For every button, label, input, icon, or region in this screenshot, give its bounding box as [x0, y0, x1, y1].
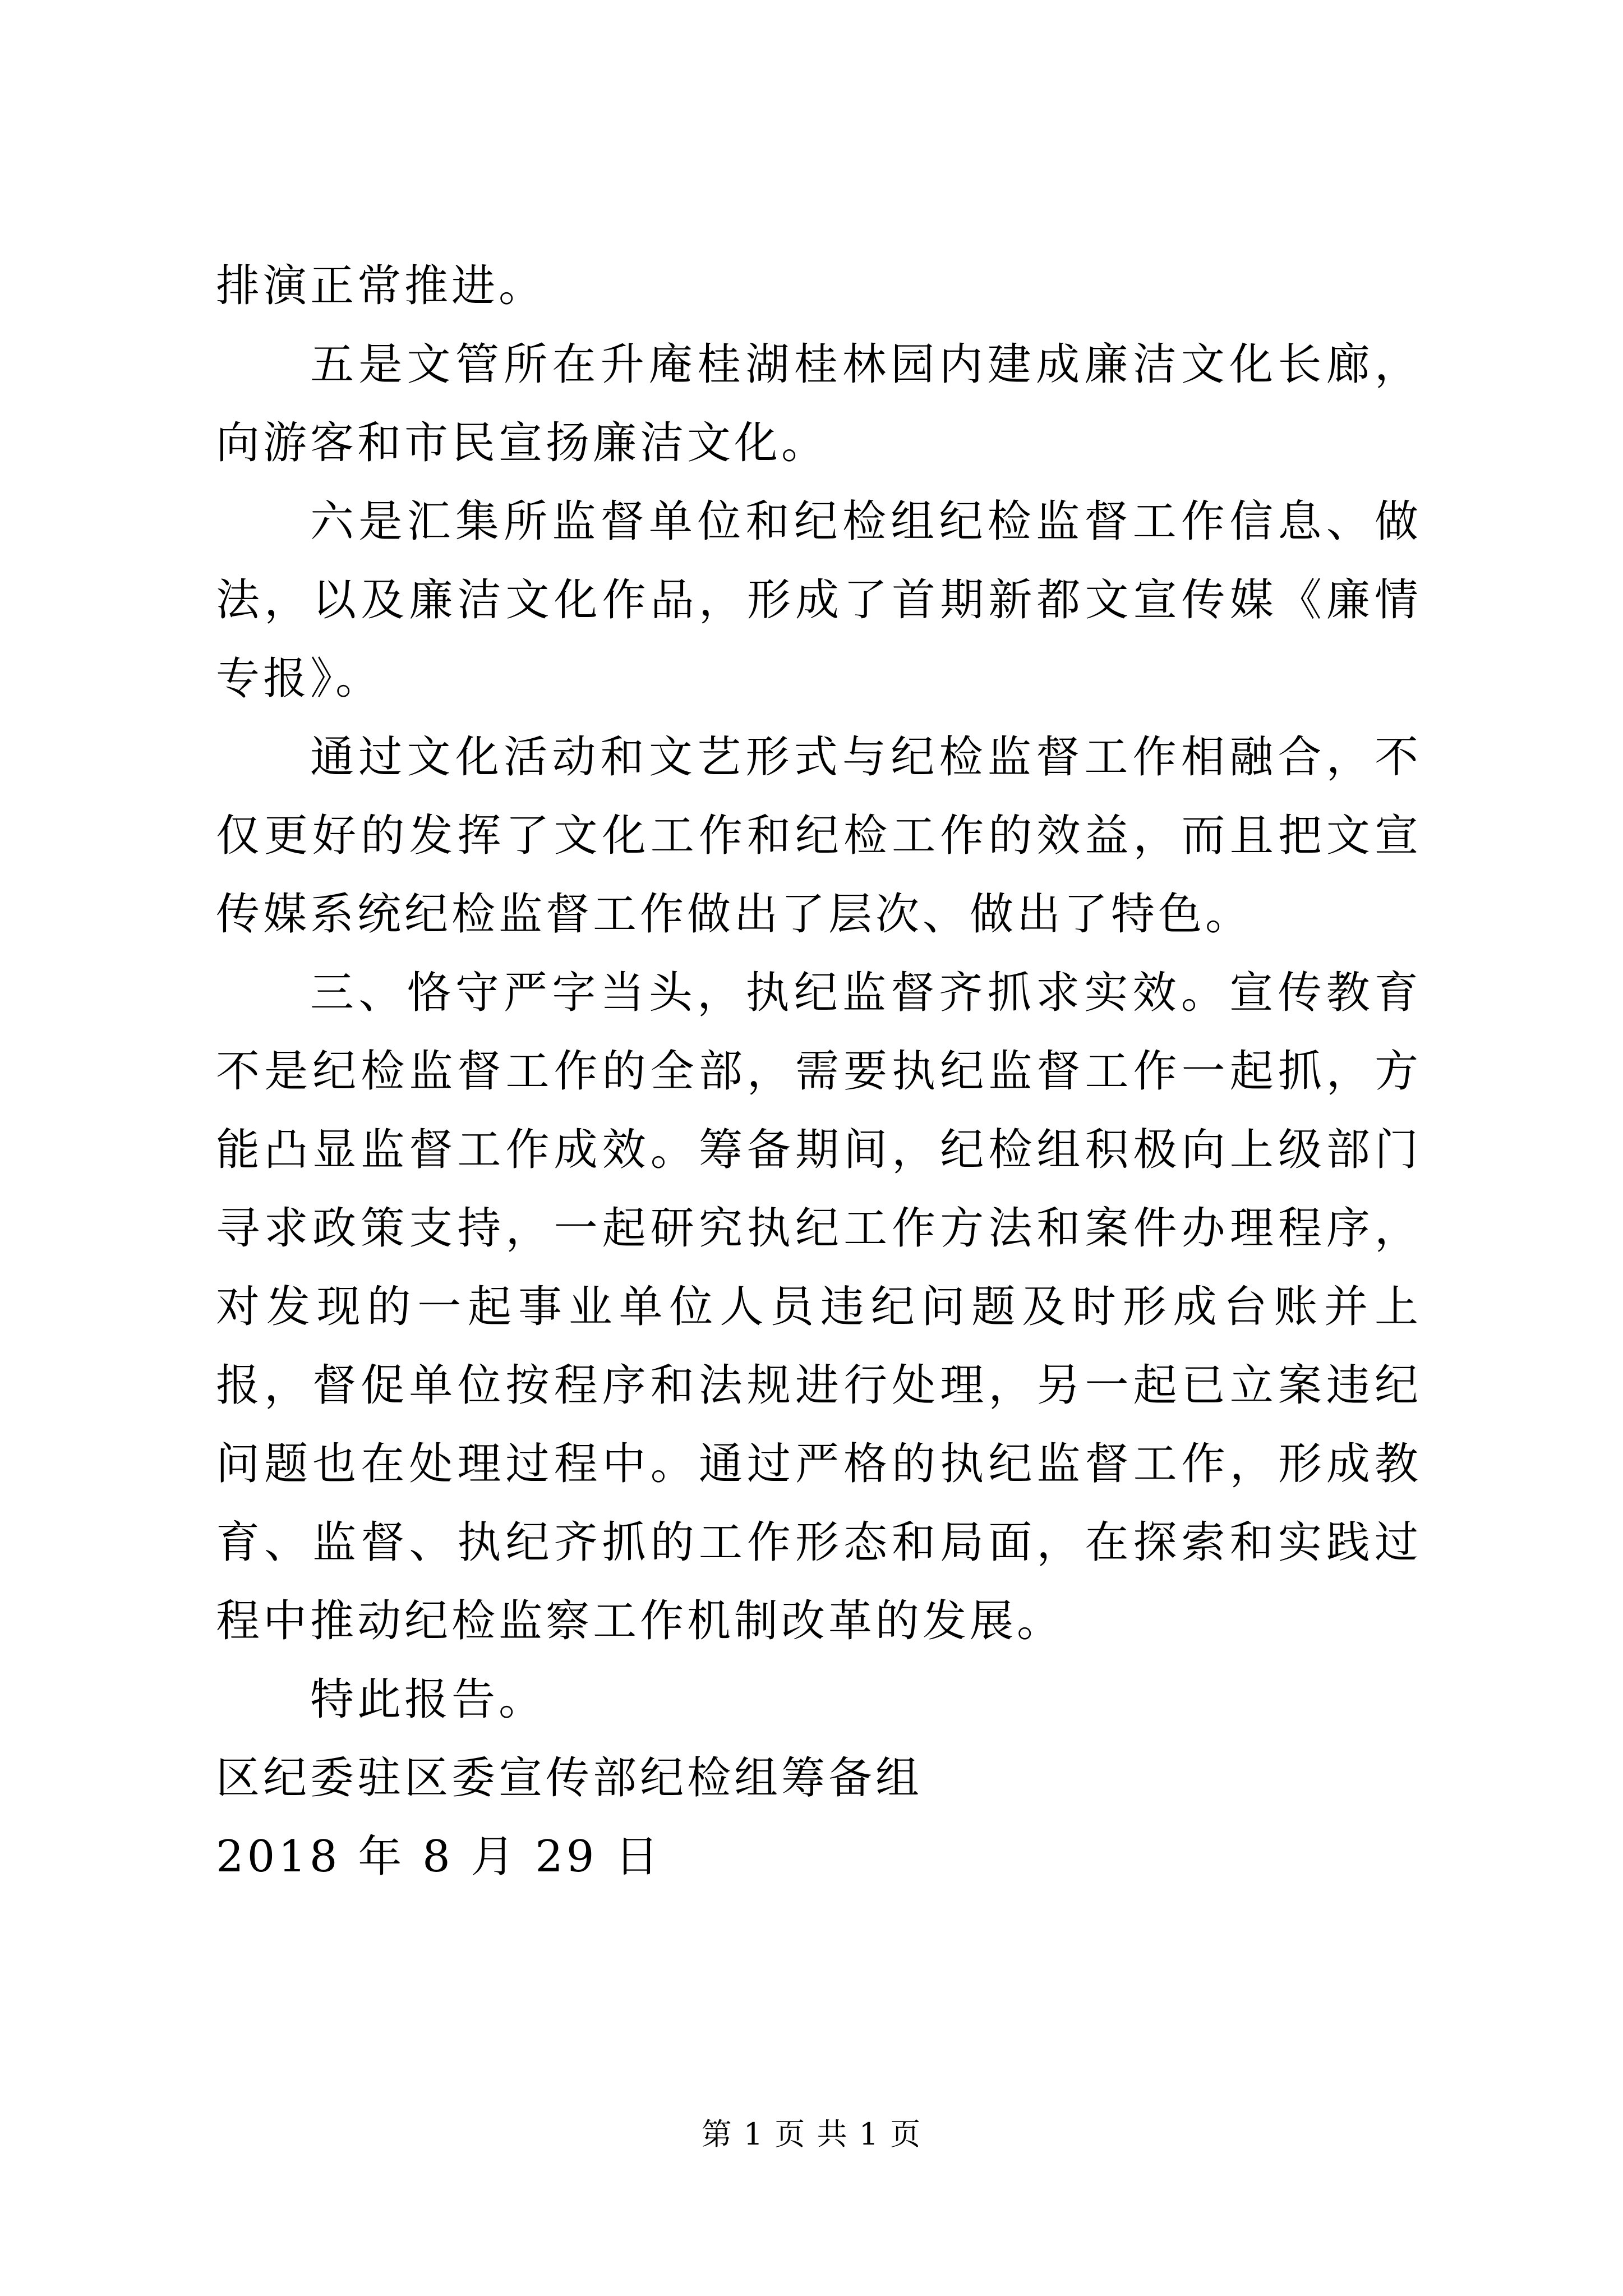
paragraph-summary: 通过文化活动和文艺形式与纪检监督工作相融合，不仅更好的发挥了文化工作和纪检工作的效益，而且把文宣传媒系统纪检监督工作做出了层次、做出了特色。 — [216, 732, 1422, 940]
paragraph-item-five: 五是文管所在升庵桂湖桂林园内建成廉洁文化长廊，向游客和市民宣扬廉洁文化。 — [216, 339, 1422, 468]
page-footer: 第 1 页 共 1 页 — [701, 2116, 922, 2152]
paragraph-item-six: 六是汇集所监督单位和纪检组纪检监督工作信息、做法，以及廉洁文化作品，形成了首期新都文宣传媒《廉情专报》。 — [216, 496, 1422, 704]
signature-date: 2018 年 8 月 29 日 — [216, 1832, 662, 1882]
paragraph-continuation: 排演正常推进。 — [216, 261, 546, 311]
document-body — [216, 247, 1422, 1896]
paragraph-section-three: 三、恪守严字当头，执纪监督齐抓求实效。宣传教育不是纪检监督工作的全部，需要执纪监督工作一起抓，方能凸显监督工作成效。筹备期间，纪检组积极向上级部门寻求政策支持，一起研究执纪工作方法和案件办理程序，对发现的一起事业单位人员违纪问题及时形成台账并上报，督促单位按程序和法规进行处理，另一起已立案违纪问题也在处理过程中。通过严格的执纪监督工作，形成教育、监督、执纪齐抓的工作形态和局面，在探索和实践过程中推动纪检监察工作机制改革的发展。 — [216, 968, 1422, 1646]
paragraph-closing: 特此报告。 — [310, 1674, 546, 1725]
signature-organization: 区纪委驻区委宣传部纪检组筹备组 — [216, 1753, 923, 1803]
